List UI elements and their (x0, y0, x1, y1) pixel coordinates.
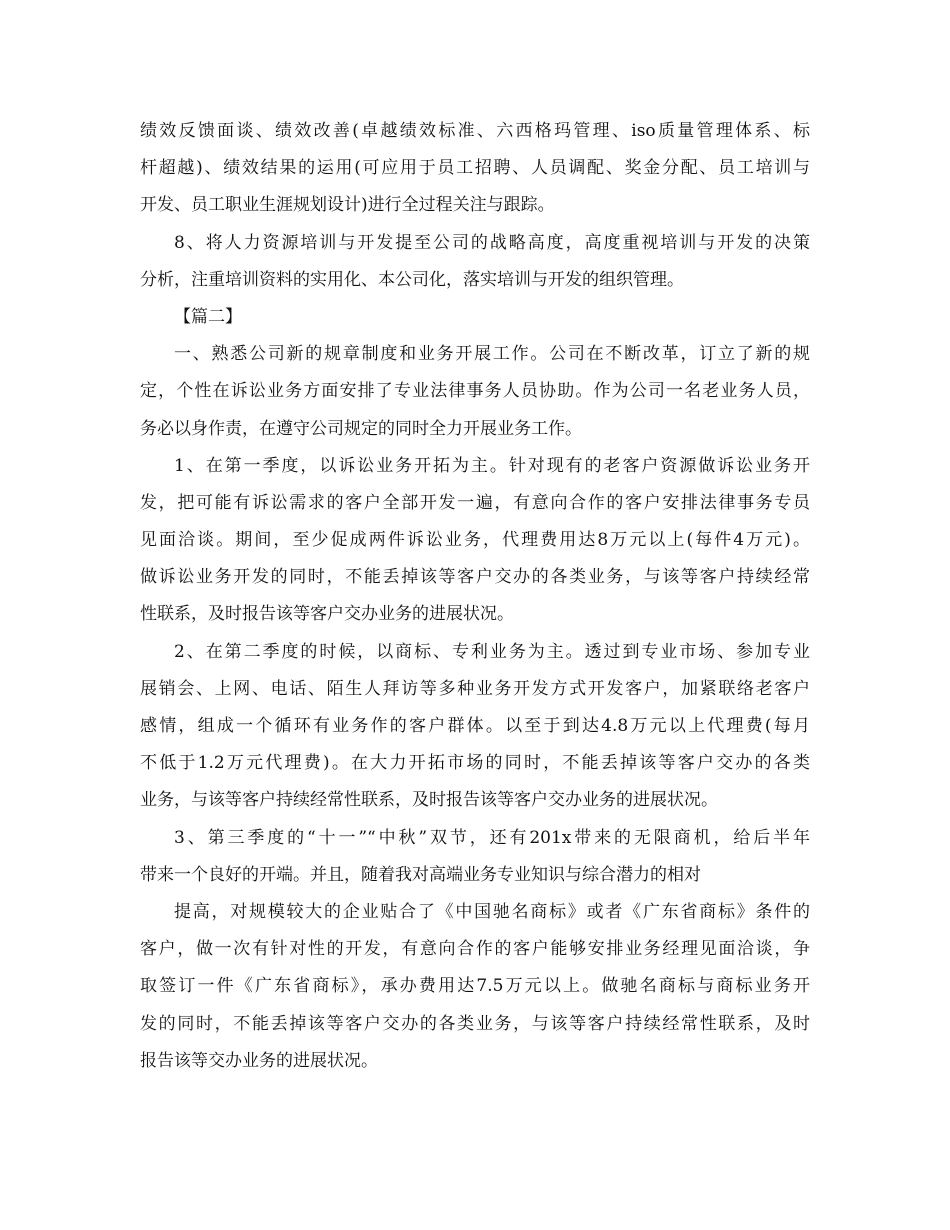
text-line: 客户，做一次有针对性的开发，有意向合作的客户能够安排业务经理见面洽谈，争 (140, 939, 810, 960)
text-line: 分析，注重培训资料的实用化、本公司化，落实培训与开发的组织管理。 (140, 269, 684, 290)
text-line: 一、熟悉公司新的规章制度和业务开展工作。公司在不断改革，订立了新的规 (174, 344, 810, 365)
text-line: 定，个性在诉讼业务方面安排了专业法律事务人员协助。作为公司一名老业务人员， (140, 381, 810, 402)
text-line: 8、将人力资源培训与开发提至公司的战略高度，高度重视培训与开发的决策 (174, 232, 810, 253)
text-line: 发，把可能有诉讼需求的客户全部开发一遍，有意向合作的客户安排法律事务专员 (140, 492, 810, 513)
document-body (140, 113, 810, 1080)
text-line: 发的同时，不能丢掉该等客户交办的各类业务，与该等客户持续经常性联系，及时 (140, 1013, 810, 1034)
section-heading: 【篇二】 (174, 306, 242, 327)
text-line: 开发、员工职业生涯规划设计)进行全过程关注与跟踪。 (140, 195, 555, 216)
text-line: 性联系，及时报告该等客户交办业务的进展状况。 (140, 604, 514, 625)
text-line: 报告该等交办业务的进展状况。 (140, 1050, 378, 1071)
text-line: 1、在第一季度，以诉讼业务开拓为主。针对现有的老客户资源做诉讼业务开 (174, 455, 810, 476)
text-line: 提高，对规模较大的企业贴合了《中国驰名商标》或者《广东省商标》条件的 (174, 901, 810, 922)
text-line: 绩效反馈面谈、绩效改善(卓越绩效标准、六西格玛管理、iso质量管理体系、标 (140, 121, 810, 141)
text-line: 感情，组成一个循环有业务作的客户群体。以至于到达4.8万元以上代理费(每月 (140, 716, 810, 736)
text-line: 带来一个良好的开端。并且，随着我对高端业务专业知识与综合潜力的相对 (140, 864, 701, 885)
text-line: 2、在第二季度的时候，以商标、专利业务为主。透过到专业市场、参加专业 (174, 641, 810, 662)
text-line: 展销会、上网、电话、陌生人拜访等多种业务开发方式开发客户，加紧联络老客户 (140, 678, 810, 699)
text-line: 3、第三季度的“十一”“中秋”双节，还有201x带来的无限商机，给后半年 (174, 827, 810, 848)
text-line: 不低于1.2万元代理费)。在大力开拓市场的同时，不能丢掉该等客户交办的各类 (140, 753, 810, 774)
text-line: 取签订一件《广东省商标》，承办费用达7.5万元以上。做驰名商标与商标业务开 (140, 976, 810, 997)
text-line: 做诉讼业务开发的同时，不能丢掉该等客户交办的各类业务，与该等客户持续经常 (140, 567, 810, 588)
text-line: 见面洽谈。期间，至少促成两件诉讼业务，代理费用达8万元以上(每件4万元)。 (140, 530, 810, 551)
text-line: 务必以身作责，在遵守公司规定的同时全力开展业务工作。 (140, 418, 582, 439)
text-line: 杆超越)、绩效结果的运用(可应用于员工招聘、人员调配、奖金分配、员工培训与 (140, 158, 810, 179)
text-line: 业务，与该等客户持续经常性联系，及时报告该等客户交办业务的进展状况。 (140, 790, 718, 811)
